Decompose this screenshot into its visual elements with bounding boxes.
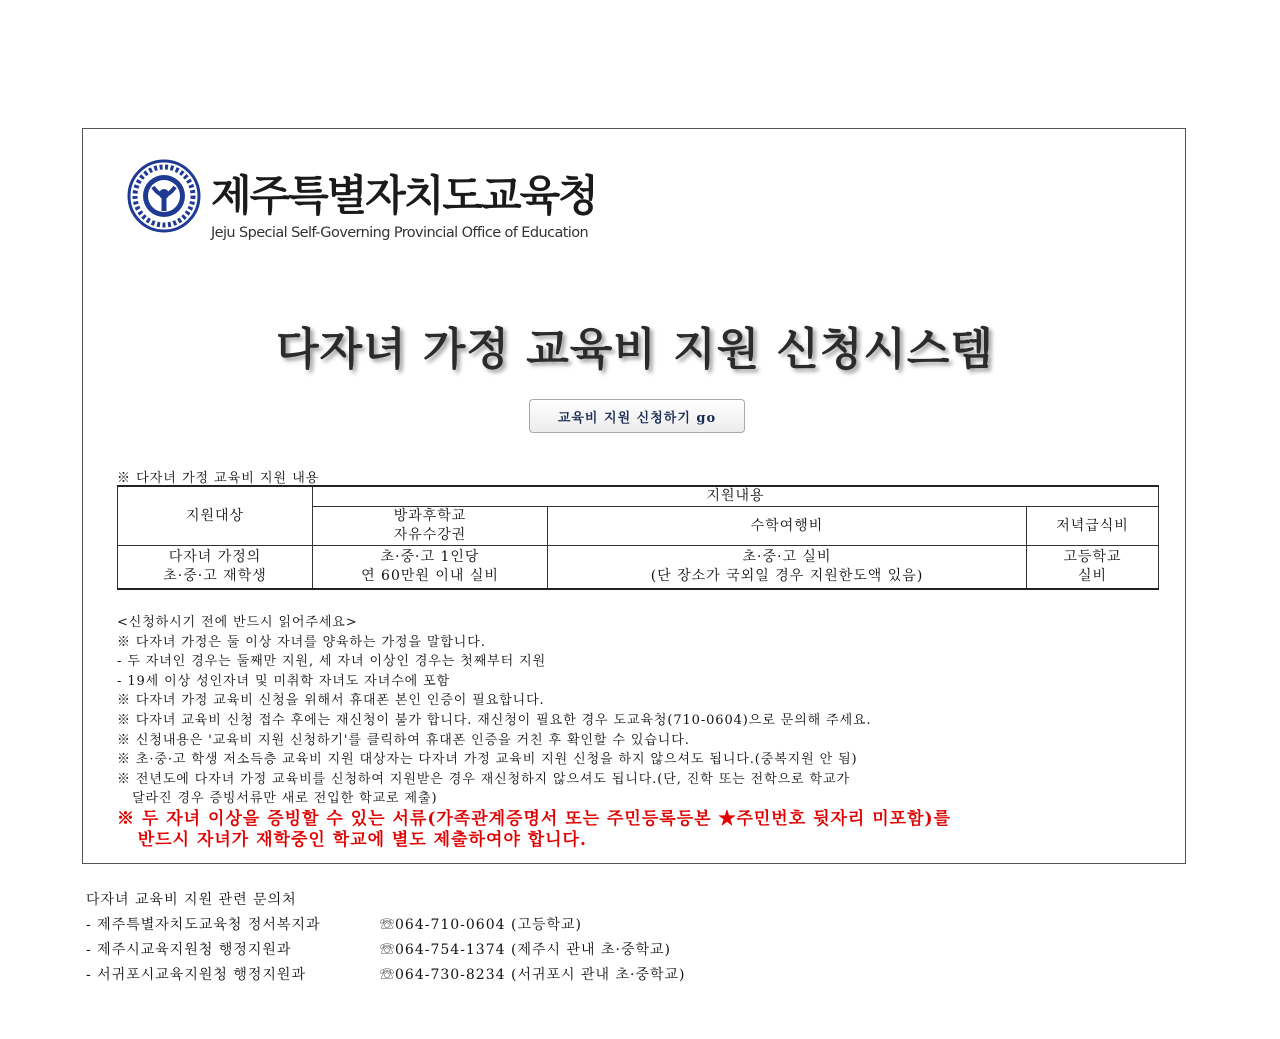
notice-line: ※ 다자녀 가정 교육비 신청을 위해서 휴대폰 본인 인증이 필요합니다. xyxy=(117,693,545,709)
notice-line: ※ 전년도에 다자녀 가정 교육비를 신청하여 지원받은 경우 재신청하지 않으셔도 됩니다.(단, 진학 또는 전학으로 학교가 xyxy=(117,771,850,787)
field-trip-header: 수학여행비 xyxy=(548,507,1027,546)
target-value: 다자녀 가정의 초·중·고 재학생 xyxy=(118,546,313,590)
contact-heading: 다자녀 교육비 지원 관련 문의처 xyxy=(86,892,297,908)
notice-line: - 19세 이상 성인자녀 및 미취학 자녀도 자녀수에 포함 xyxy=(117,673,451,689)
notice-line: ※ 신청내용은 '교육비 지원 신청하기'를 클릭하여 휴대폰 인증을 거친 후 확인할 수 있습니다. xyxy=(117,732,690,748)
dinner-header: 저녁급식비 xyxy=(1027,507,1159,546)
notice-line: ※ 초·중·고 학생 저소득층 교육비 지원 대상자는 다자녀 가정 교육비 지원 신청을 하지 않으셔도 됩니다.(중복지원 안 됨) xyxy=(117,752,858,768)
target-header: 지원대상 xyxy=(118,486,313,546)
notice-heading: <신청하시기 전에 반드시 읽어주세요> xyxy=(117,615,358,630)
notice-line: - 두 자녀인 경우는 둘째만 지원, 세 자녀 이상인 경우는 첫째부터 지원 xyxy=(117,654,547,670)
support-table xyxy=(117,485,1159,590)
afterschool-value: 초·중·고 1인당 연 60만원 이내 실비 xyxy=(313,546,548,590)
contact-phone: ☏064-754-1374 (제주시 관내 초·중학교) xyxy=(380,942,671,958)
contact-org: - 서귀포시교육지원청 행정지원과 xyxy=(86,967,306,983)
notice-line: 달라진 경우 증빙서류만 새로 전입한 학교로 제출) xyxy=(117,791,438,807)
notice-line: ※ 다자녀 교육비 신청 접수 후에는 재신청이 불가 합니다. 재신청이 필요한 경우 도교육청(710-0604)으로 문의해 주세요. xyxy=(117,712,872,728)
contact-item xyxy=(86,913,686,938)
logo-english-text: Jeju Special Self-Governing Provincial Office of Education xyxy=(211,225,589,241)
page-title: 다자녀 가정 교육비 지원 신청시스템 xyxy=(276,324,994,375)
notice-block xyxy=(117,613,951,851)
contact-org: - 제주특별자치도교육청 정서복지과 xyxy=(86,917,321,933)
jeju-education-office-logo xyxy=(127,157,597,257)
contact-item xyxy=(86,963,686,988)
contact-block xyxy=(86,888,686,988)
contact-phone: ☏064-710-0604 (고등학교) xyxy=(380,917,583,933)
main-panel xyxy=(82,128,1186,864)
warning-line: 반드시 자녀가 재학중인 학교에 별도 제출하여야 합니다. xyxy=(117,829,587,850)
support-section-title: ※ 다자녀 가정 교육비 지원 내용 xyxy=(117,471,320,486)
emblem-icon xyxy=(127,159,201,233)
notice-line: ※ 다자녀 가정은 둘 이상 자녀를 양육하는 가정을 말합니다. xyxy=(117,634,486,650)
contact-item xyxy=(86,938,686,963)
contact-phone: ☏064-730-8234 (서귀포시 관내 초·중학교) xyxy=(380,967,686,983)
apply-button[interactable]: 교육비 지원 신청하기 go xyxy=(529,399,745,433)
dinner-value: 고등학교 실비 xyxy=(1027,546,1159,590)
logo-korean-text: 제주특별자치도교육청 xyxy=(211,171,597,220)
warning-line: ※ 두 자녀 이상을 증빙할 수 있는 서류(가족관계증명서 또는 주민등록등본 ★주민번호 뒷자리 미포함)를 xyxy=(117,808,951,829)
afterschool-header: 방과후학교 자유수강권 xyxy=(313,507,548,546)
field-trip-value: 초·중·고 실비 (단 장소가 국외일 경우 지원한도액 있음) xyxy=(548,546,1027,590)
contact-org: - 제주시교육지원청 행정지원과 xyxy=(86,942,292,958)
content-header: 지원내용 xyxy=(313,486,1159,507)
